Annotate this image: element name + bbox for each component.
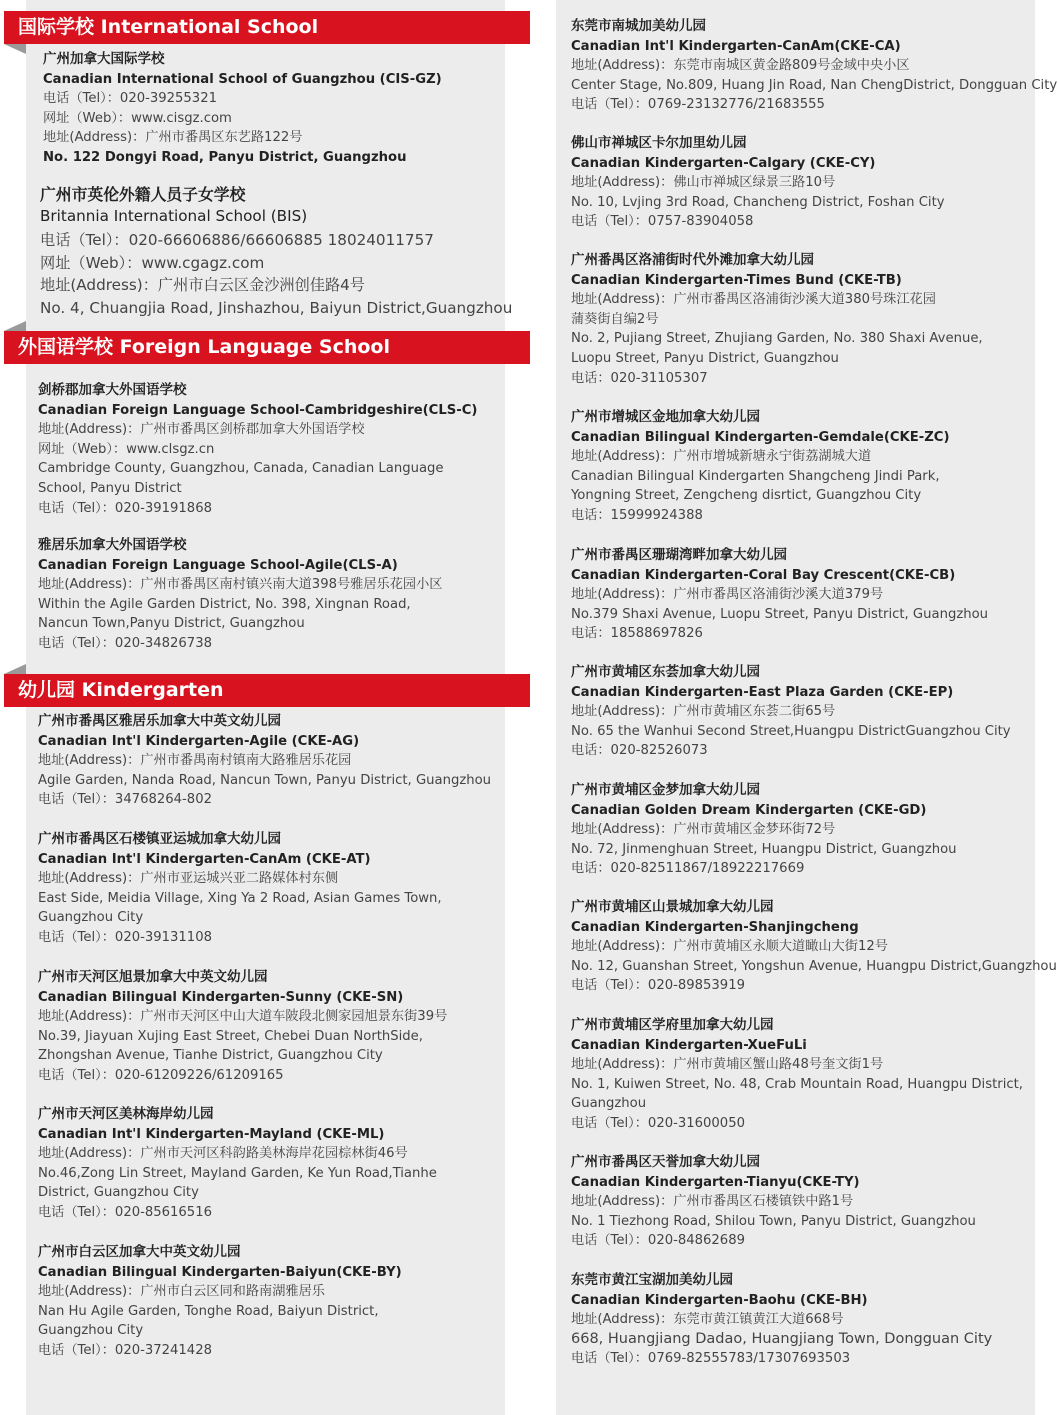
school-name-en: Canadian Kindergarten-Times Bund (CKE-TB) [571,272,902,288]
school-name-cn: 广州市天河区旭景加拿大中英文幼儿园 [38,969,268,985]
detail-line: Canadian Bilingual Kindergarten Shangcheng Jindi Park, [571,468,940,484]
school-name-en: Canadian Kindergarten-Calgary (CKE-CY) [571,155,876,171]
detail-line: Yongning Street, Zengcheng disrtict, Guangzhou City [571,488,922,504]
school-name-en: Canadian Int'l Kindergarten-CanAm(CKE-CA) [571,38,901,54]
detail-line: 地址(Address)：广州市黄埔区东荟二街65号 [571,704,836,720]
detail-line: 地址(Address)：广州市亚运城兴亚二路媒体村东侧 [38,871,339,887]
school-name-en: Canadian Int'l Kindergarten-Mayland (CKE-ML) [38,1126,385,1142]
detail-line: 地址(Address)：东莞市黄江镇黄江大道668号 [571,1312,844,1328]
detail-line: 地址(Address)：广州市番禺区剑桥郡加拿大外国语学校 [38,422,365,438]
school-entry [571,898,1057,996]
school-entry [38,968,447,1086]
detail-line: Center Stage, No.809, Huang Jin Road, Nan ChengDistrict, Dongguan City [571,77,1058,93]
detail-line: 电话（Tel）：020-37241428 [38,1342,212,1358]
school-name-cn: 广州市番禺区雅居乐加拿大中英文幼儿园 [38,713,281,729]
detail-line: No. 12, Guanshan Street, Yongshun Avenue, Huangpu District,Guangzhou [571,958,1057,974]
school-entry [40,184,512,320]
school-entry [571,251,983,388]
detail-line: 地址(Address)：广州市番禺南村镇南大路雅居乐花园 [38,753,352,769]
school-name-cn: 广州市番禺区天誉加拿大幼儿园 [571,1154,760,1170]
school-entry [571,134,945,232]
school-name-en: Canadian Foreign Language School-Cambridgeshire(CLS-C) [38,402,478,418]
school-entry [571,1016,1023,1134]
detail-line: 地址(Address)：广州市黄埔区金梦环街72号 [571,822,836,838]
detail-line: 网址（Web）：www.cisgz.com [43,110,232,126]
detail-line: Nancun Town,Panyu District, Guangzhou [38,616,305,632]
school-name-en: Canadian Kindergarten-Tianyu(CKE-TY) [571,1174,860,1190]
section-banner-kindergarten [4,674,530,707]
school-name-en: Canadian Kindergarten-Baohu (CKE-BH) [571,1292,868,1308]
school-name-en: Britannia International School (BIS) [40,206,308,225]
detail-line: No. 1, Kuiwen Street, No. 48, Crab Mountain Road, Huangpu District, [571,1076,1023,1092]
detail-line: Zhongshan Avenue, Tianhe District, Guangzhou City [38,1048,383,1064]
detail-line: 地址(Address)：广州市黄埔区永顺大道瞰山大街12号 [571,939,888,955]
detail-line: Cambridge County, Guangzhou, Canada, Canadian Language [38,461,444,477]
detail-line: Within the Agile Garden District, No. 398, Xingnan Road, [38,596,411,612]
detail-line: 地址(Address)：广州市番禺区洛浦街沙溪大道380号珠江花园 [571,292,936,308]
school-name-cn: 佛山市禅城区卡尔加里幼儿园 [571,135,747,151]
detail-line: 电话：18588697826 [571,626,703,642]
detail-line: No. 10, Lvjing 3rd Road, Chancheng District, Foshan City [571,194,945,210]
detail-line: District, Guangzhou City [38,1185,199,1201]
detail-line: 668, Huangjiang Dadao, Huangjiang Town, Dongguan City [571,1330,993,1347]
school-name-en: Canadian Kindergarten-XueFuLi [571,1037,807,1053]
detail-line: No.379 Shaxi Avenue, Luopu Street, Panyu District, Guangzhou [571,606,989,622]
school-name-cn: 广州市白云区加拿大中英文幼儿园 [38,1244,241,1260]
detail-line: 地址(Address)：广州市天河区科韵路美林海岸花园棕林街46号 [38,1146,408,1162]
school-name-cn: 广州市增城区金地加拿大幼儿园 [571,409,760,425]
section-title: 外国语学校 Foreign Language School [18,336,390,358]
detail-line: No.39, Jiayuan Xujing East Street, Chebei Duan NorthSide, [38,1028,423,1044]
school-name-cn: 广州市黄埔区山景城加拿大幼儿园 [571,899,774,915]
detail-line: East Side, Meidia Village, Xing Ya 2 Road, Asian Games Town, [38,890,442,906]
school-name-cn: 广州市黄埔区学府里加拿大幼儿园 [571,1017,774,1033]
section-title: 幼儿园 Kindergarten [18,679,224,701]
school-entry [38,381,477,518]
school-name-en: Canadian Foreign Language School-Agile(CLS-A) [38,557,398,573]
school-name-cn: 广州市英伦外籍人员子女学校 [40,185,246,204]
school-name-cn: 东莞市黄江宝湖加美幼儿园 [571,1272,733,1288]
detail-line: 电话（Tel）：020-39191868 [38,500,212,516]
detail-line: 电话（Tel）：020-39255321 [43,91,217,107]
school-name-cn: 广州市黄埔区金梦加拿大幼儿园 [571,782,760,798]
school-name-cn: 广州番禺区洛浦街时代外滩加拿大幼儿园 [571,252,814,268]
banner-fold [4,664,26,674]
detail-line: 电话：020-82526073 [571,743,708,759]
school-name-en: Canadian International School of Guangzhou (CIS-GZ) [43,71,442,87]
detail-line: 地址(Address)：广州市番禺区南村镇兴南大道398号雅居乐花园小区 [38,577,443,593]
school-entry [38,536,442,654]
detail-line: 地址(Address)：广州市白云区同和路南湖雅居乐 [38,1284,325,1300]
detail-line: 电话：15999924388 [571,507,703,523]
detail-line: 电话（Tel）：0769-82555783/17307693503 [571,1351,851,1367]
school-entry [571,1153,976,1251]
school-entry [571,781,957,879]
school-entry [571,546,988,644]
detail-line: School, Panyu District [38,480,182,496]
detail-line: 电话（Tel）：020-39131108 [38,929,212,945]
banner-fold [4,321,26,331]
detail-line: No. 1 Tiezhong Road, Shilou Town, Panyu District, Guangzhou [571,1213,976,1229]
school-name-cn: 广州市黄埔区东荟加拿大幼儿园 [571,664,760,680]
school-name-en: Canadian Int'l Kindergarten-Agile (CKE-AG) [38,733,360,749]
school-name-cn: 广州加拿大国际学校 [43,51,165,67]
banner-fold [4,44,26,54]
detail-line: No. 65 the Wanhui Second Street,Huangpu DistrictGuangzhou City [571,723,1011,739]
school-entry [571,1271,992,1369]
school-entry [38,712,491,810]
school-entry [38,830,442,948]
detail-line: No. 4, Chuangjia Road, Jinshazhou, Baiyun District,Guangzhou [40,299,513,318]
detail-line: 电话（Tel）：020-34826738 [38,635,212,651]
school-name-cn: 广州市天河区美林海岸幼儿园 [38,1106,214,1122]
detail-line: 地址(Address)：广州市黄埔区蟹山路48号奎文街1号 [571,1057,884,1073]
school-entry [38,1105,437,1223]
detail-line: 电话：020-31105307 [571,370,708,386]
school-name-en: Canadian Bilingual Kindergarten-Sunny (CKE-SN) [38,989,404,1005]
detail-line: 地址(Address)：广州市番禺区东艺路122号 [43,130,303,146]
detail-line: 电话（Tel）：020-89853919 [571,978,745,994]
detail-line: 地址(Address)：广州市天河区中山大道车陂段北侧家园旭景东街39号 [38,1009,448,1025]
school-entry [571,663,1011,761]
school-name-cn: 东莞市南城加美幼儿园 [571,18,706,34]
detail-line: 电话（Tel）：020-31600050 [571,1115,745,1131]
detail-line: 电话（Tel）：0769-23132776/21683555 [571,97,825,113]
section-banner-foreign-language [4,331,530,364]
school-name-en: Canadian Kindergarten-Shanjingcheng [571,919,859,935]
detail-line: Agile Garden, Nanda Road, Nancun Town, Panyu District, Guangzhou [38,772,492,788]
detail-line: Nan Hu Agile Garden, Tonghe Road, Baiyun District, [38,1303,379,1319]
detail-line: Luopu Street, Panyu District, Guangzhou [571,350,839,366]
school-name-en: Canadian Kindergarten-Coral Bay Crescent(CKE-CB) [571,567,956,583]
detail-line: 网址（Web）：www.clsgz.cn [38,441,215,457]
detail-line: No. 72, Jinmenghuan Street, Huangpu District, Guangzhou [571,841,957,857]
school-entry [38,1243,402,1361]
school-entry [571,408,950,526]
school-name-en: Canadian Golden Dream Kindergarten (CKE-GD) [571,802,927,818]
school-entry [43,50,442,168]
section-title: 国际学校 International School [18,16,319,38]
school-name-en: Canadian Int'l Kindergarten-CanAm (CKE-AT) [38,851,371,867]
detail-line: 电话：020-82511867/18922217669 [571,861,805,877]
detail-line: 电话（Tel）：020-84862689 [571,1233,745,1249]
detail-line: 网址（Web）：www.cgagz.com [40,253,265,272]
detail-line: No. 122 Dongyi Road, Panyu District, Guangzhou [43,149,407,165]
detail-line: 地址(Address)：广州市番禺区洛浦街沙溪大道379号 [571,587,884,603]
detail-line: 蒲葵街自编2号 [571,311,659,327]
detail-line: 地址(Address)：广州市增城新塘永宁街荔湖城大道 [571,449,872,465]
school-name-cn: 广州市番禺区石楼镇亚运城加拿大幼儿园 [38,831,281,847]
school-name-cn: 广州市番禺区珊瑚湾畔加拿大幼儿园 [571,547,787,563]
detail-line: 电话（Tel）：020-61209226/61209165 [38,1067,284,1083]
detail-line: 电话（Tel）：020-66606886/66606885 18024011757 [40,230,434,249]
detail-line: 电话（Tel）：0757-83904058 [571,214,754,230]
detail-line: No. 2, Pujiang Street, Zhujiang Garden, No. 380 Shaxi Avenue, [571,331,983,347]
detail-line: 地址(Address)：广州市白云区金沙洲创佳路4号 [40,276,365,295]
detail-line: 电话（Tel）：020-85616516 [38,1204,212,1220]
detail-line: Guangzhou City [38,910,144,926]
detail-line: 地址(Address)：东莞市南城区黄金路809号金域中央小区 [571,58,910,74]
school-entry [571,17,1057,115]
detail-line: 电话（Tel）：34768264-802 [38,792,212,808]
detail-line: 地址(Address)：广州市番禺区石楼镇铁中路1号 [571,1194,854,1210]
section-banner-international [4,11,530,44]
detail-line: No.46,Zong Lin Street, Mayland Garden, Ke Yun Road,Tianhe [38,1165,437,1181]
school-name-en: Canadian Bilingual Kindergarten-Baiyun(CKE-BY) [38,1264,402,1280]
school-name-en: Canadian Kindergarten-East Plaza Garden (CKE-EP) [571,684,954,700]
detail-line: Guangzhou [571,1096,647,1112]
detail-line: 地址(Address)：佛山市禅城区绿景三路10号 [571,175,836,191]
school-name-en: Canadian Bilingual Kindergarten-Gemdale(CKE-ZC) [571,429,950,445]
detail-line: Guangzhou City [38,1323,144,1339]
school-name-cn: 雅居乐加拿大外国语学校 [38,537,187,553]
school-name-cn: 剑桥郡加拿大外国语学校 [38,382,187,398]
